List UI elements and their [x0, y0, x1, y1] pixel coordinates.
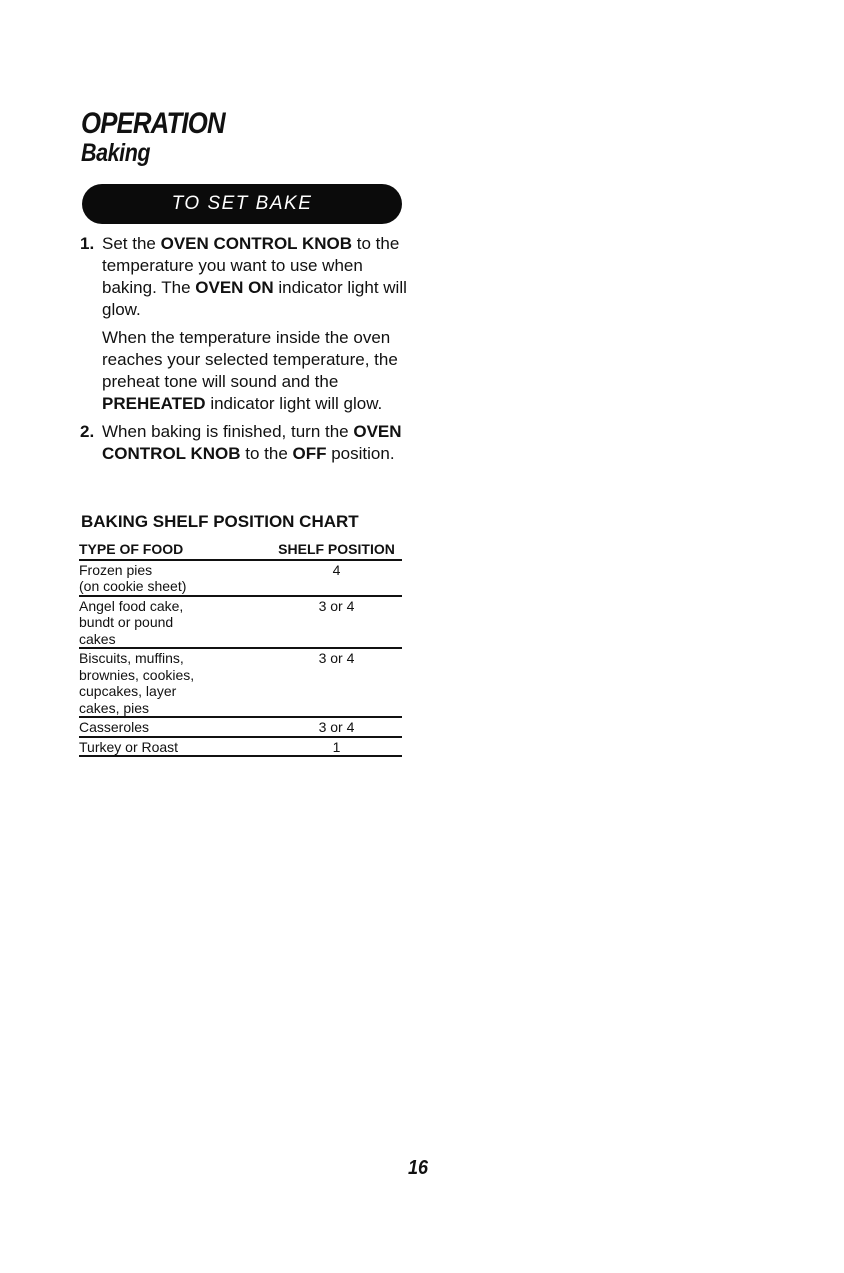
- step-number: 2.: [80, 422, 95, 441]
- food-type-cell: [79, 648, 257, 717]
- page-number: 16: [408, 1157, 429, 1179]
- table-row: [79, 737, 402, 757]
- step-number: 1.: [80, 234, 95, 253]
- table-row: [79, 596, 402, 649]
- table-row: [79, 648, 402, 717]
- food-type-line: Casseroles: [79, 719, 150, 735]
- table-body: [79, 560, 402, 757]
- food-type-line: Frozen pies: [79, 561, 153, 578]
- food-type-line: Angel food cake,: [79, 597, 184, 614]
- step-2: [80, 421, 410, 465]
- banner-label: TO SET BAKE: [171, 193, 313, 214]
- food-type-line: (on cookie sheet): [79, 578, 187, 594]
- shelf-position-cell: 1: [257, 737, 402, 757]
- food-type-line: cakes, pies: [79, 699, 150, 716]
- food-type-line: bundt or pound: [79, 614, 174, 630]
- to-set-bake-banner: [82, 184, 402, 224]
- section-title: OPERATION: [81, 107, 225, 140]
- step-2-paragraph-1: When baking is finished, turn the OVEN CONTROL KNOB to the OFF position.: [102, 422, 402, 463]
- instruction-steps: [80, 233, 410, 465]
- shelf-position-cell: 3 or 4: [257, 596, 402, 649]
- food-type-cell: [79, 596, 257, 649]
- food-type-line: cakes: [79, 630, 116, 647]
- column-header-position: SHELF POSITION: [257, 541, 402, 560]
- table-row: [79, 717, 402, 737]
- food-type-line: Biscuits, muffins,: [79, 650, 184, 666]
- food-type-line: Turkey or Roast: [79, 738, 179, 755]
- step-1-paragraph-1: Set the OVEN CONTROL KNOB to the temperature you want to use when baking. The OVEN ON indicator light will glow.: [102, 234, 407, 319]
- food-type-cell: [79, 717, 257, 737]
- food-type-cell: [79, 737, 257, 757]
- shelf-position-table: [79, 541, 402, 757]
- column-header-food: TYPE OF FOOD: [79, 541, 257, 560]
- food-type-cell: [79, 560, 257, 596]
- table-header-row: [79, 541, 402, 560]
- shelf-position-cell: 4: [257, 560, 402, 596]
- shelf-chart-title: BAKING SHELF POSITION CHART: [81, 512, 359, 531]
- food-type-line: cupcakes, layer: [79, 683, 177, 699]
- step-1-paragraph-2: When the temperature inside the oven reaches your selected temperature, the preheat tone will sound and the PREHEATED indicator light will glow.: [102, 328, 398, 413]
- subsection-title: Baking: [81, 139, 151, 167]
- shelf-position-cell: 3 or 4: [257, 648, 402, 717]
- shelf-position-cell: 3 or 4: [257, 717, 402, 737]
- step-1: [80, 233, 410, 415]
- food-type-line: brownies, cookies,: [79, 666, 195, 683]
- table-row: [79, 560, 402, 596]
